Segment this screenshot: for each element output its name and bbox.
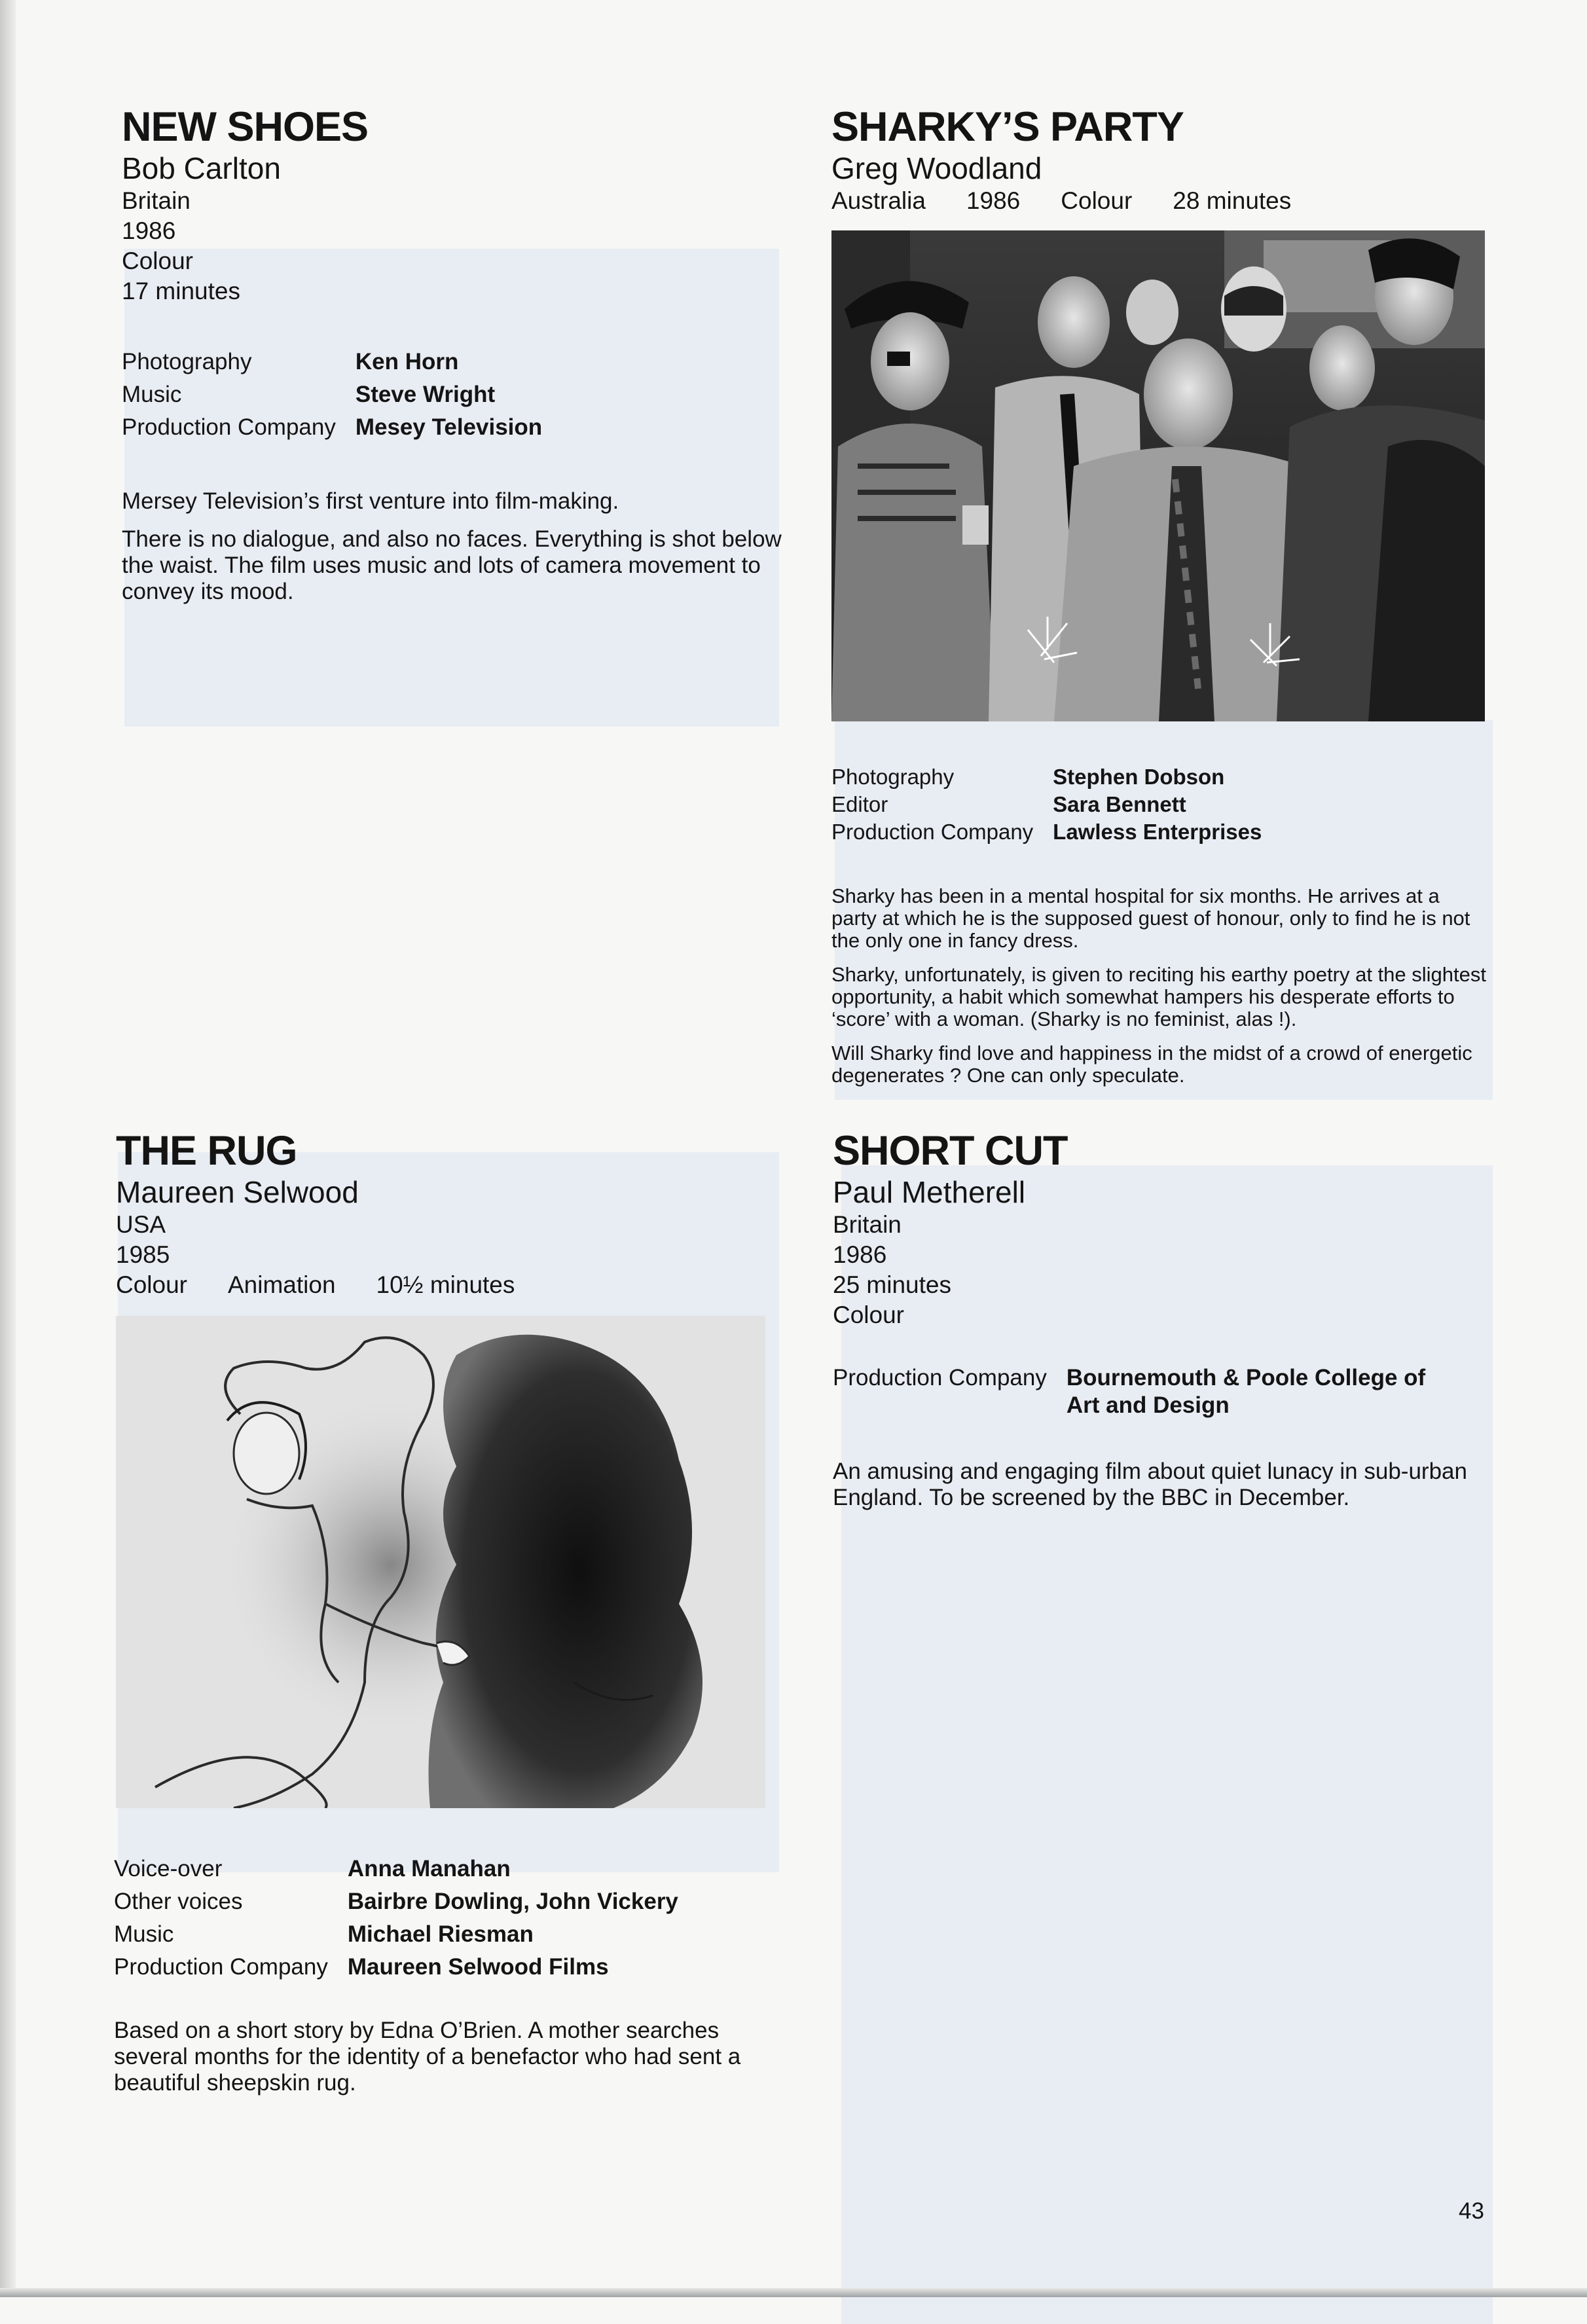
credit-row [114, 1853, 678, 1885]
credit-name: Anna Manahan [347, 1856, 511, 1881]
film-description [114, 2018, 775, 2096]
credit-role: Production Company [831, 820, 1034, 844]
film-meta [833, 1210, 1487, 1330]
film-description [831, 885, 1486, 1087]
film-format: Animation [228, 1271, 336, 1298]
film-director: Paul Metherell [833, 1175, 1026, 1209]
page-bottom-edge [0, 2288, 1587, 2297]
description-paragraph: Based on a short story by Edna O’Brien. A mother searches several months for the identity of a benefactor who had sent a beautiful sheepskin rug. [114, 2018, 741, 2096]
film-entry-sharkys-party [831, 103, 1486, 216]
film-country: Britain [833, 1211, 902, 1238]
page-number: 43 [1459, 2198, 1484, 2224]
credit-row [122, 411, 542, 444]
credit-name: Stephen Dobson [1053, 765, 1225, 789]
film-director: Maureen Selwood [116, 1175, 359, 1209]
film-meta [122, 186, 783, 306]
credit-role: Music [114, 1921, 174, 1947]
credit-name: Michael Riesman [347, 1921, 534, 1947]
film-description [833, 1459, 1487, 1511]
party-scene-image [831, 230, 1485, 721]
credit-row [114, 1885, 678, 1918]
film-credits [831, 763, 1262, 846]
film-credits [122, 346, 542, 444]
credit-row [831, 818, 1262, 846]
credit-role: Music [122, 382, 182, 407]
credit-role: Photography [122, 349, 252, 374]
film-credits [833, 1364, 1459, 1419]
credit-name: Ken Horn [355, 349, 459, 374]
credit-row [833, 1364, 1459, 1419]
film-colour: Colour [116, 1271, 187, 1298]
film-meta-row [116, 1270, 771, 1300]
film-entry-short-cut [833, 1127, 1487, 1523]
credit-name: Lawless Enterprises [1053, 820, 1262, 844]
credit-role: Photography [831, 765, 955, 789]
film-year: 1985 [116, 1241, 170, 1268]
credit-role: Voice-over [114, 1856, 223, 1881]
description-paragraph: Sharky, unfortunately, is given to reciting his earthy poetry at the slightest opportunity, a habit which somewhat hampers his desperate efforts to ‘score’ with a woman. (Sharky is no feminist, alas !). [831, 963, 1486, 1030]
credit-row [831, 763, 1262, 791]
the-rug-illustration [116, 1316, 765, 1808]
credit-row [122, 378, 542, 411]
credit-role: Editor [831, 792, 888, 816]
film-duration: 25 minutes [833, 1271, 951, 1298]
description-paragraph: An amusing and engaging film about quiet lunacy in sub-urban England. To be screened by the BBC in December. [833, 1459, 1467, 1510]
film-colour: Colour [833, 1301, 904, 1328]
credit-name: Maureen Selwood Films [347, 1954, 609, 1980]
film-duration: 10½ minutes [376, 1271, 515, 1298]
description-paragraph: There is no dialogue, and also no faces. Everything is shot below the waist. The film uses music and lots of camera movement to convey its mood. [122, 526, 782, 604]
credit-name: Bournemouth & Poole College of Art and Design [1066, 1365, 1426, 1418]
film-credits [114, 1853, 678, 1984]
the-rug-details [114, 1853, 775, 2108]
credit-role: Other voices [114, 1889, 243, 1914]
credit-name: Steve Wright [355, 382, 496, 407]
description-paragraph: Will Sharky find love and happiness in the midst of a crowd of energetic degenerates ? One can only speculate. [831, 1042, 1472, 1087]
credit-role: Production Company [114, 1954, 328, 1980]
sharkys-party-photo [831, 230, 1485, 721]
credit-name: Mesey Television [355, 414, 543, 440]
film-title: NEW SHOES [122, 104, 369, 150]
description-paragraph: Mersey Television’s first venture into film-making. [122, 488, 619, 514]
credit-role: Production Company [833, 1365, 1047, 1390]
credit-row [122, 346, 542, 378]
film-duration: 28 minutes [1173, 187, 1292, 214]
credit-name: Sara Bennett [1053, 792, 1186, 816]
film-director: Greg Woodland [831, 151, 1042, 185]
film-year: 1986 [833, 1241, 887, 1268]
film-year: 1986 [966, 187, 1021, 214]
credit-row [114, 1951, 678, 1984]
film-meta [831, 186, 1486, 216]
credit-name: Bairbre Dowling, John Vickery [347, 1889, 678, 1914]
film-title: SHORT CUT [833, 1128, 1068, 1174]
film-country: USA [116, 1211, 166, 1238]
sharkys-party-details [831, 763, 1486, 1098]
credit-row [831, 791, 1262, 818]
film-entry-new-shoes [122, 103, 783, 617]
description-paragraph: Sharky has been in a mental hospital for six months. He arrives at a party at which he is the supposed guest of honour, only to find he is not the only one in fancy dress. [831, 884, 1470, 952]
film-entry-the-rug [116, 1127, 771, 1300]
film-colour: Colour [122, 247, 193, 274]
film-title: THE RUG [116, 1128, 297, 1174]
film-year: 1986 [122, 217, 176, 244]
film-director: Bob Carlton [122, 151, 281, 185]
credit-role: Production Company [122, 414, 336, 440]
film-colour: Colour [1061, 187, 1133, 214]
film-duration: 17 minutes [122, 278, 240, 304]
film-description [122, 488, 783, 605]
film-country: Britain [122, 187, 191, 214]
film-country: Australia [831, 187, 926, 214]
film-title: SHARKY’S PARTY [831, 104, 1184, 150]
page-gutter-shadow [0, 0, 16, 2297]
film-meta [116, 1210, 771, 1300]
rug-drawing-image [116, 1316, 765, 1808]
credit-row [114, 1918, 678, 1951]
